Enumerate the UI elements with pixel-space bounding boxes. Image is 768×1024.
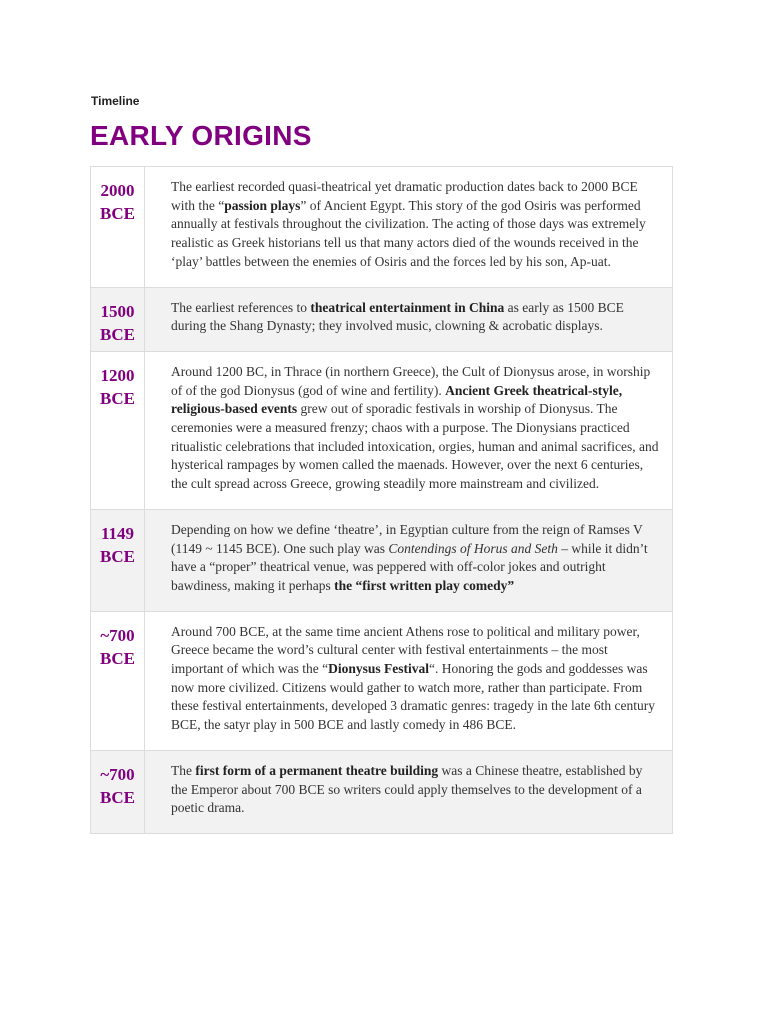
timeline-era: BCE — [100, 204, 135, 223]
emphasis-text: the “first written play comedy” — [334, 577, 515, 593]
timeline-year: 1500 — [100, 301, 135, 321]
timeline-era: BCE — [100, 648, 135, 668]
emphasis-text: theatrical entertainment in China — [310, 299, 505, 315]
timeline-era: BCE — [100, 388, 135, 408]
timeline-year-cell — [91, 611, 145, 750]
description-text: Around 1200 BC, in Thrace (in northern Greece), the Cult of Dionysus arose, in worship of of the god Dionysus (god of wine and fertility). — [171, 363, 651, 398]
description-text: grew out of sporadic festivals in worship of Dionysus. The ceremonies were a measured frenzy; chaos with a purpose. The Dionysians practiced ritualistic celebrations that included intoxication, orgies, human and animal sacrifices, and hysterical rampages by women called the maenads. However, over the next 6 centuries, the cult spread across Greece, growing steadily more mainstream and civilized. — [171, 401, 659, 492]
page-title: EARLY ORIGINS — [90, 120, 312, 151]
emphasis-text: Dionysus Festival — [328, 661, 429, 677]
description-text: as early as 1500 BCE during the Shang Dynasty; they involved music, clowning & acrobatic displays. — [171, 299, 624, 334]
timeline-year-cell — [91, 750, 145, 833]
timeline-row — [91, 351, 673, 509]
description-text: ” of Ancient Egypt. This story of the god Osiris was performed annually at festivals throughout the civilization. The acting of those days was extremely realistic as Greek historians tell us that many actors died of the wounds received in the ‘play’ battles between the enemies of Osiris and the forces led by his son, Ap-uat. — [171, 197, 646, 269]
emphasis-text: passion plays — [224, 197, 301, 213]
timeline-body — [91, 167, 673, 834]
timeline-row — [91, 167, 673, 288]
description-text: “. Honoring the gods and goddesses was now more civilized. Citizens would gather to watch more, rather than participate. From these festival entertainments, developed 3 dramatic genres: tragedy in the late 6th century BCE, the satyr play in 500 BCE and lastly comedy in 486 BCE. — [171, 661, 655, 733]
timeline-description — [145, 611, 673, 750]
timeline-description — [145, 509, 673, 611]
description-text: – while it didn’t have a “proper” theatrical venue, was peppered with off-color jokes and outright bawdiness, making it perhaps — [171, 540, 648, 593]
timeline-description — [145, 351, 673, 509]
emphasis-text: Ancient Greek theatrical-style, religious-based events — [171, 382, 623, 417]
timeline-era: BCE — [100, 546, 135, 566]
timeline-year: 2000 — [100, 181, 135, 200]
timeline-table — [90, 166, 673, 834]
timeline-description — [145, 750, 673, 833]
timeline-year: 1149 — [100, 523, 135, 543]
timeline-year: ~700 — [100, 764, 135, 784]
description-text: Depending on how we define ‘theatre’, in Egyptian culture from the reign of Ramses V (1149 ~ 1145 BCE). One such play was — [171, 521, 643, 556]
timeline-year-cell — [91, 167, 145, 288]
description-text: was a Chinese theatre, established by the Emperor about 700 BCE so writers could apply themselves to the development of a poetic drama. — [171, 762, 643, 816]
timeline-row — [91, 509, 673, 611]
timeline-year-cell — [91, 351, 145, 509]
timeline-row — [91, 750, 673, 833]
timeline-era: BCE — [100, 787, 135, 807]
timeline-era: BCE — [100, 324, 135, 344]
timeline-year-cell — [91, 287, 145, 351]
timeline-row — [91, 611, 673, 750]
timeline-description — [145, 287, 673, 351]
timeline-row — [91, 287, 673, 351]
italic-title: Contendings of Horus and Seth — [388, 540, 558, 556]
description-text: Around 700 BCE, at the same time ancient Athens rose to political and military power, Greece became the word’s cultural center with festival entertainments – the most important of which was the “ — [171, 623, 640, 677]
timeline-year-cell — [91, 509, 145, 611]
description-text: The earliest recorded quasi-theatrical yet dramatic production dates back to 2000 BCE with the “ — [171, 179, 638, 213]
description-text: The — [171, 762, 196, 778]
section-label: Timeline — [91, 94, 140, 108]
timeline-description — [145, 167, 673, 288]
timeline-year: ~700 — [100, 625, 135, 645]
description-text: The earliest references to — [171, 299, 311, 315]
emphasis-text: first form of a permanent theatre building — [195, 762, 439, 778]
timeline-year: 1200 — [100, 365, 135, 385]
